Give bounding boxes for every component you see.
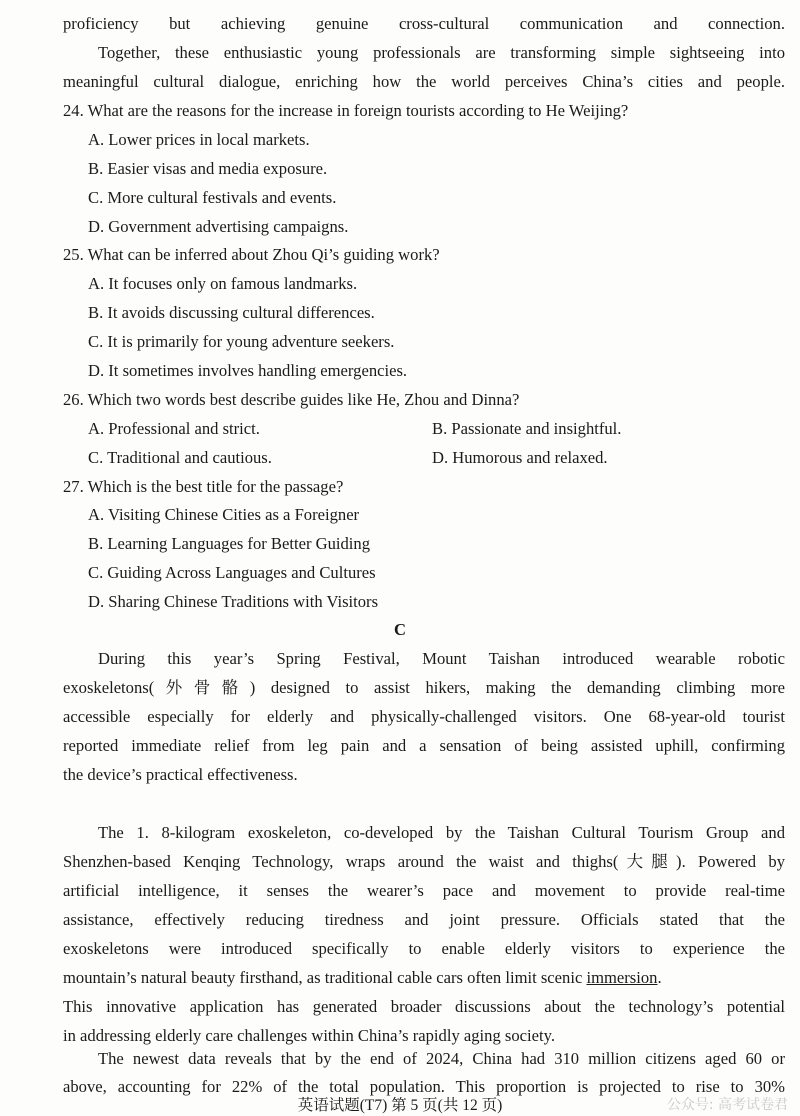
question-24-option-b: B. Easier visas and media exposure.	[88, 159, 328, 178]
question-24-option-d: D. Government advertising campaigns.	[88, 217, 349, 236]
question-27-option-c: C. Guiding Across Languages and Cultures	[88, 563, 376, 582]
section-heading: C	[394, 620, 406, 639]
question-27-option-a: A. Visiting Chinese Cities as a Foreigner	[88, 505, 360, 524]
question-26-option-b: B. Passionate and insightful.	[432, 419, 622, 438]
passage-text-line: artificial intelligence, it senses the wearer’s pace and movement to provide real-time	[63, 881, 785, 900]
question-25-option-a: A. It focuses only on famous landmarks.	[88, 274, 358, 293]
page-footer: 英语试题(T7) 第 5 页(共 12 页)	[297, 1097, 503, 1114]
passage-text-line: exoskeletons(外骨骼) designed to assist hikers, making the demanding climbing more	[63, 678, 785, 697]
question-27-stem: 27. Which is the best title for the passage?	[63, 477, 344, 496]
passage-text-line: exoskeletons were introduced specifically to enable elderly visitors to experience the	[63, 939, 785, 958]
passage-text-line: The newest data reveals that by the end of 2024, China had 310 million citizens aged 60 or	[98, 1049, 785, 1068]
question-26-stem: 26. Which two words best describe guides like He, Zhou and Dinna?	[63, 390, 520, 409]
watermark: 公众号: 高考试卷君	[666, 1097, 788, 1113]
question-27-option-b: B. Learning Languages for Better Guiding	[88, 534, 371, 553]
question-25-option-c: C. It is primarily for young adventure seekers.	[88, 332, 395, 351]
passage-text-line: assistance, effectively reducing tiredness and joint pressure. Officials stated that the	[63, 910, 785, 929]
passage-text-line: meaningful cultural dialogue, enriching how the world perceives China’s cities and people.	[63, 72, 785, 91]
text-span: .	[657, 968, 662, 987]
question-26-option-d: D. Humorous and relaxed.	[432, 448, 608, 467]
passage-text-line: proficiency but achieving genuine cross-cultural communication and connection.	[63, 14, 785, 33]
question-25-option-b: B. It avoids discussing cultural differences.	[88, 303, 375, 322]
question-25-stem: 25. What can be inferred about Zhou Qi’s guiding work?	[63, 245, 440, 264]
question-27-option-d: D. Sharing Chinese Traditions with Visitors	[88, 592, 379, 611]
passage-text-line: above, accounting for 22% of the total population. This proportion is projected to rise to 30%	[63, 1077, 785, 1096]
passage-text-line: the device’s practical effectiveness.	[63, 765, 298, 784]
passage-text-line: The 1. 8-kilogram exoskeleton, co-developed by the Taishan Cultural Tourism Group and	[98, 823, 785, 842]
passage-text-line	[63, 967, 662, 989]
passage-text-line: This innovative application has generated broader discussions about the technology’s potential	[63, 997, 785, 1016]
underlined-word: immersion	[586, 968, 658, 987]
question-24-option-c: C. More cultural festivals and events.	[88, 188, 337, 207]
question-24-stem: 24. What are the reasons for the increase in foreign tourists according to He Weijing?	[63, 101, 629, 120]
question-25-option-d: D. It sometimes involves handling emergencies.	[88, 361, 408, 380]
text-span: mountain’s natural beauty firsthand, as traditional cable cars often limit scenic	[63, 968, 587, 987]
question-26-option-c: C. Traditional and cautious.	[88, 448, 272, 467]
passage-text-line: in addressing elderly care challenges within China’s rapidly aging society.	[63, 1026, 555, 1045]
passage-text-line: Shenzhen-based Kenqing Technology, wraps around the waist and thighs(大腿). Powered by	[63, 852, 785, 871]
question-26-option-a: A. Professional and strict.	[88, 419, 260, 438]
passage-text-line: Together, these enthusiastic young professionals are transforming simple sightseeing into	[98, 43, 785, 62]
passage-text-line: reported immediate relief from leg pain and a sensation of being assisted uphill, confirming	[63, 736, 785, 755]
passage-text-line: During this year’s Spring Festival, Mount Taishan introduced wearable robotic	[98, 649, 785, 668]
passage-text-line: accessible especially for elderly and physically-challenged visitors. One 68-year-old tourist	[63, 707, 785, 726]
question-24-option-a: A. Lower prices in local markets.	[88, 130, 310, 149]
